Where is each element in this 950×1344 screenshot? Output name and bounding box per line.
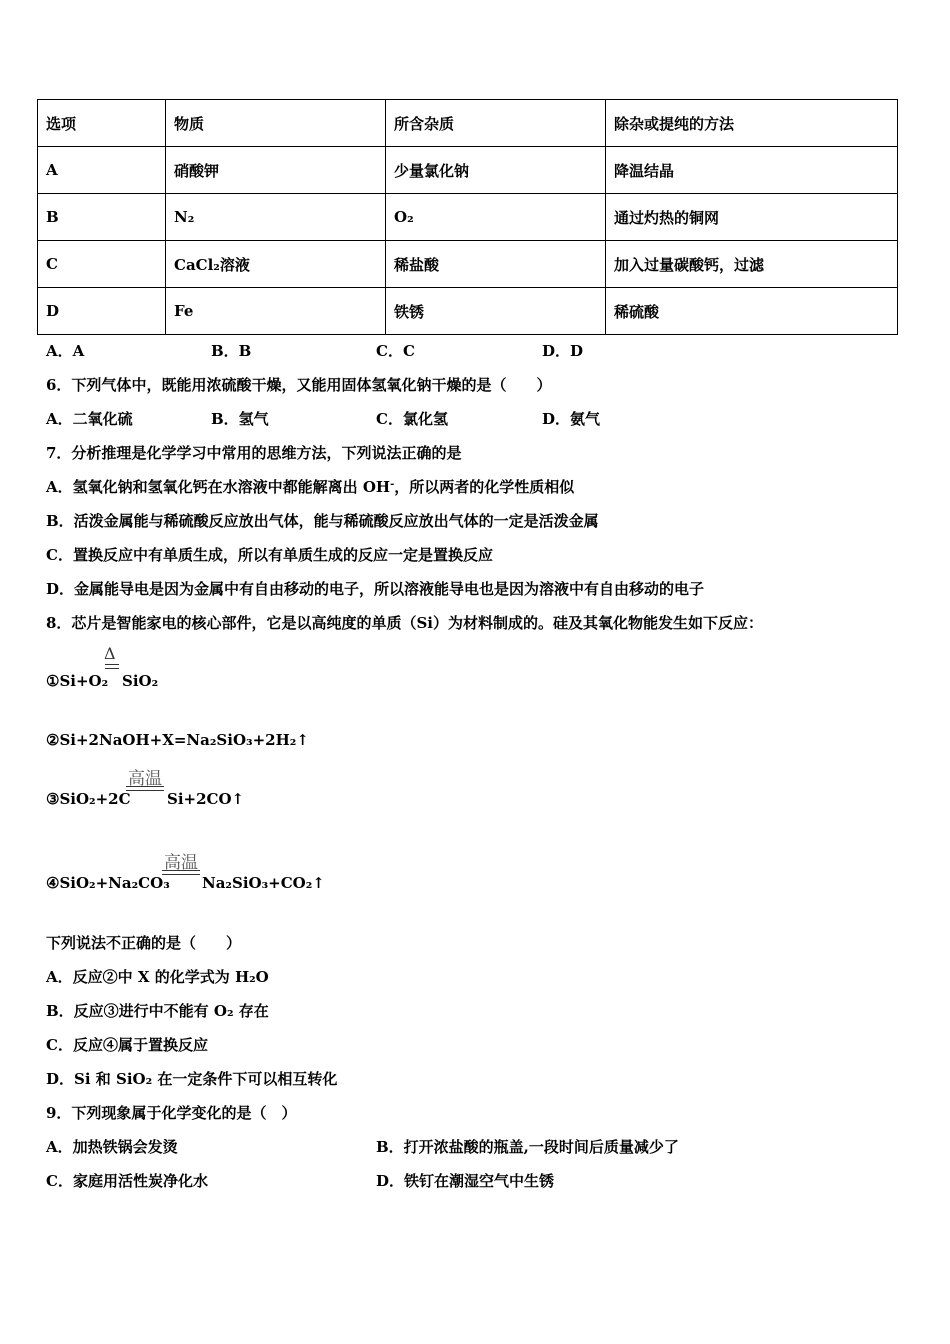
choice-c[interactable]: C．氯化氢 — [376, 410, 448, 428]
table-cell: C — [38, 241, 166, 288]
q8-choice-c[interactable]: C．反应④属于置换反应 — [46, 1036, 208, 1054]
q9-choices-row-2 — [46, 1171, 906, 1191]
q9-stem: 9．下列现象属于化学变化的是（ ） — [46, 1104, 297, 1122]
heat-condition-icon: Δ — [104, 644, 116, 663]
impurity-removal-table — [37, 99, 898, 335]
table-cell: 通过灼热的铜网 — [606, 194, 898, 241]
choice-a[interactable]: A．加热铁锅会发烫 — [46, 1138, 178, 1156]
q7-stem: 7．分析推理是化学学习中常用的思维方法，下列说法正确的是 — [46, 444, 462, 462]
table-cell: 硝酸钾 — [166, 147, 386, 194]
equation-3-right: Si+2CO↑ — [167, 790, 245, 808]
table-header-cell: 物质 — [166, 100, 386, 147]
table-cell: 稀盐酸 — [386, 241, 606, 288]
q7-choice-b[interactable]: B．活泼金属能与稀硫酸反应放出气体，能与稀硫酸反应放出气体的一定是活泼金属 — [46, 512, 599, 530]
equation-3-left: ③SiO₂+2C — [46, 790, 131, 808]
table-cell: CaCl₂溶液 — [166, 241, 386, 288]
table-cell: 铁锈 — [386, 288, 606, 335]
table-cell: 加入过量碳酸钙，过滤 — [606, 241, 898, 288]
table-header-cell: 除杂或提纯的方法 — [606, 100, 898, 147]
table-cell: A — [38, 147, 166, 194]
equation-4-left: ④SiO₂+Na₂CO₃ — [46, 874, 170, 892]
q8-stem: 8．芯片是智能家电的核心部件，它是以高纯度的单质（Si）为材料制成的。硅及其氧化物能发生如下反应： — [46, 614, 763, 632]
table-row — [38, 194, 898, 241]
equation-1-left: ①Si+O₂ — [46, 672, 109, 690]
choice-c[interactable]: C．C — [376, 342, 415, 360]
high-temperature-condition: 高温 — [128, 769, 162, 789]
equation-2: ②Si+2NaOH+X=Na₂SiO₃+2H₂↑ — [46, 731, 309, 749]
equation-1 — [46, 672, 108, 690]
q7-a-text: A．氢氧化钠和氢氧化钙在水溶液中都能解离出 OH — [46, 478, 391, 496]
choice-b[interactable]: B．氢气 — [211, 410, 269, 428]
q8-choice-d[interactable]: D．Si 和 SiO₂ 在一定条件下可以相互转化 — [46, 1070, 338, 1088]
choice-d[interactable]: D．铁钉在潮湿空气中生锈 — [376, 1172, 555, 1190]
choice-b[interactable]: B．B — [211, 342, 252, 360]
q5-choices — [46, 341, 906, 361]
q7-choice-d[interactable]: D．金属能导电是因为金属中有自由移动的电子，所以溶液能导电也是因为溶液中有自由移动的电子 — [46, 580, 705, 598]
q8-sub-stem: 下列说法不正确的是（ ） — [46, 934, 242, 952]
q8-choice-b[interactable]: B．反应③进行中不能有 O₂ 存在 — [46, 1002, 269, 1020]
q6-choices — [46, 409, 906, 429]
choice-d[interactable]: D．氨气 — [542, 410, 601, 428]
q8-choice-a[interactable]: A．反应②中 X 的化学式为 H₂O — [46, 968, 269, 986]
equation-double-line — [105, 664, 119, 669]
equation-double-line — [126, 786, 164, 791]
high-temperature-condition: 高温 — [164, 853, 198, 873]
q7-choice-c[interactable]: C．置换反应中有单质生成，所以有单质生成的反应一定是置换反应 — [46, 546, 493, 564]
table-cell: B — [38, 194, 166, 241]
choice-d[interactable]: D．D — [542, 342, 584, 360]
equation-4-right: Na₂SiO₃+CO₂↑ — [202, 874, 325, 892]
table-cell: O₂ — [386, 194, 606, 241]
q9-choices-row-1 — [46, 1137, 906, 1157]
table-cell: N₂ — [166, 194, 386, 241]
table-row — [38, 288, 898, 335]
table-cell: 少量氯化钠 — [386, 147, 606, 194]
q7-a-charge: - — [390, 479, 395, 490]
choice-a[interactable]: A．二氧化硫 — [46, 410, 133, 428]
table-cell: Fe — [166, 288, 386, 335]
table-header-cell: 所含杂质 — [386, 100, 606, 147]
table-cell: 降温结晶 — [606, 147, 898, 194]
q6-stem: 6．下列气体中，既能用浓硫酸干燥，又能用固体氢氧化钠干燥的是（ ） — [46, 376, 552, 394]
table-row — [38, 147, 898, 194]
table-row — [38, 241, 898, 288]
q7-choice-a[interactable] — [46, 477, 574, 497]
table-header-cell: 选项 — [38, 100, 166, 147]
q7-a-tail: ，所以两者的化学性质相似 — [394, 478, 575, 496]
equation-1-right: SiO₂ — [122, 672, 159, 690]
table-cell: 稀硫酸 — [606, 288, 898, 335]
table-header-row — [38, 100, 898, 147]
table-cell: D — [38, 288, 166, 335]
choice-b[interactable]: B．打开浓盐酸的瓶盖,一段时间后质量减少了 — [376, 1138, 679, 1156]
choice-c[interactable]: C．家庭用活性炭净化水 — [46, 1172, 208, 1190]
choice-a[interactable]: A．A — [46, 342, 85, 360]
